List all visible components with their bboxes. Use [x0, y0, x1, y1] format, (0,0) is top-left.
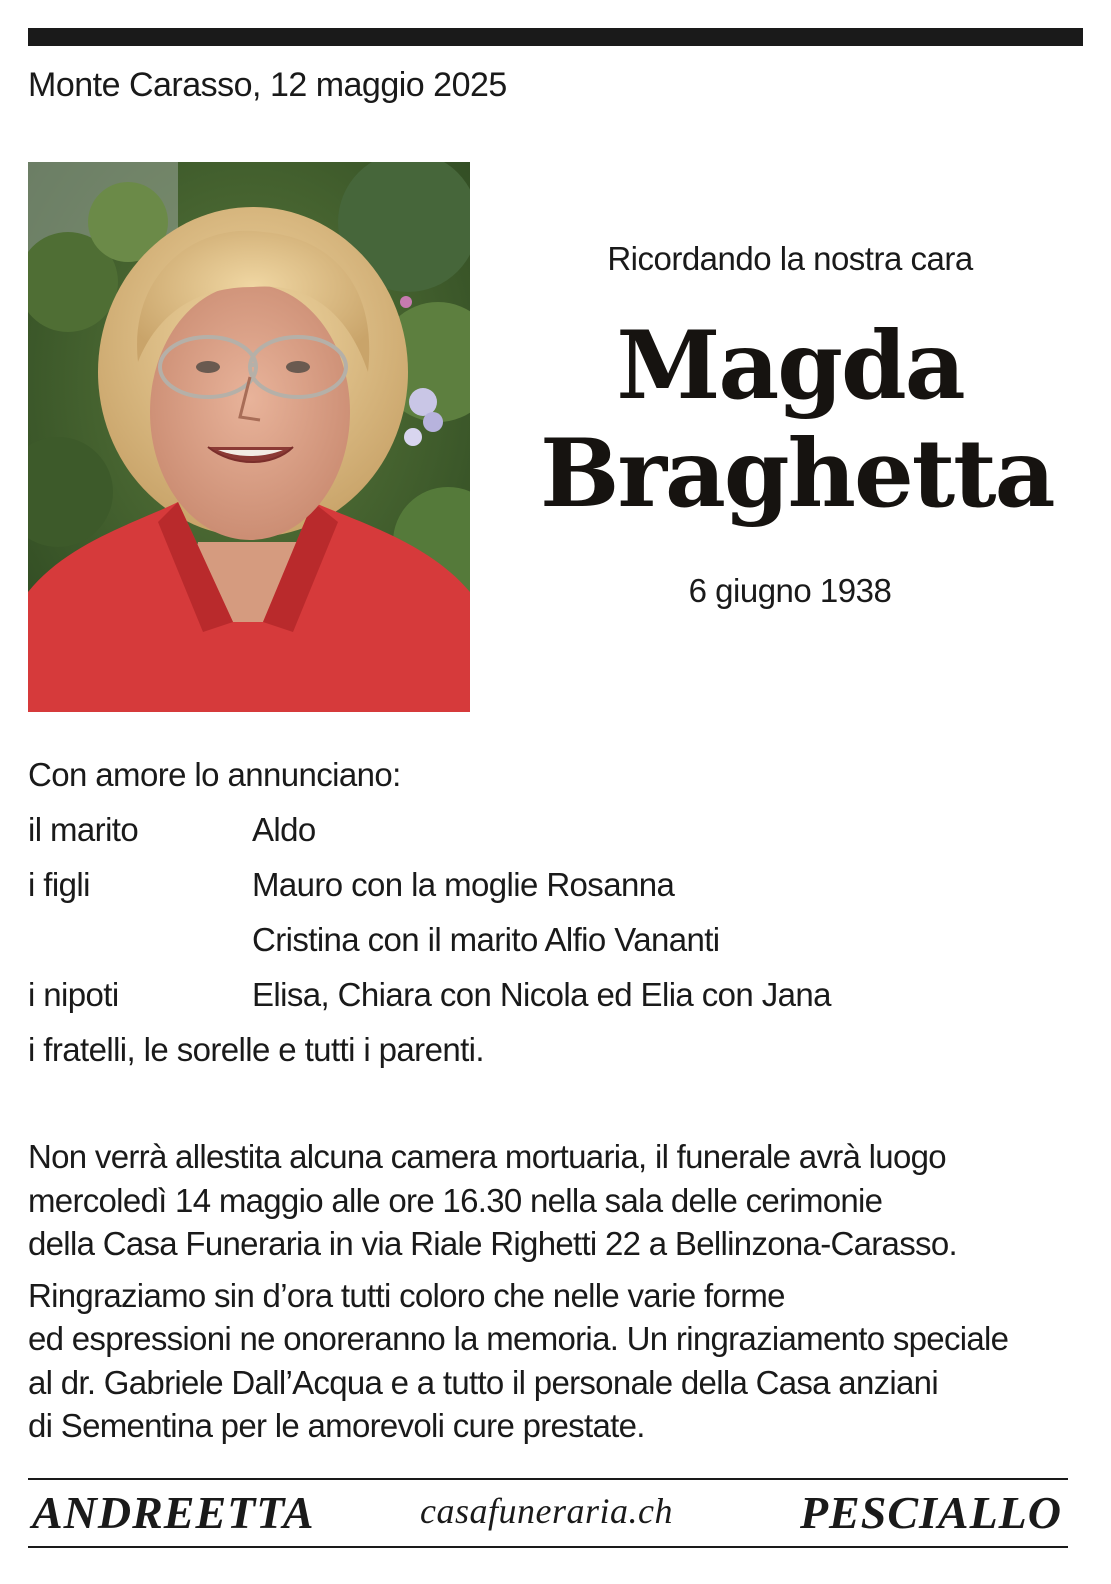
portrait-photo — [28, 162, 470, 712]
last-name: Braghetta — [540, 419, 1054, 529]
footer-rule-bottom — [28, 1546, 1068, 1548]
family-member — [28, 865, 1078, 920]
text-line: di Sementina per le amorevoli cure prestate. — [28, 1407, 645, 1444]
relation — [28, 920, 252, 975]
family-closing — [28, 1030, 1078, 1085]
funeral-home-footer — [28, 1484, 1068, 1542]
relation: i figli — [28, 866, 90, 903]
text-line: mercoledì 14 maggio alle ore 16.30 nella sala delle cerimonie — [28, 1181, 883, 1219]
relation: il marito — [28, 811, 139, 848]
funeral-paragraph — [28, 1135, 1088, 1266]
announcement-text: Con amore lo annunciano: — [28, 756, 401, 793]
member-names: Mauro con la moglie Rosanna — [252, 866, 675, 903]
thanks-paragraph — [28, 1274, 1088, 1448]
top-rule — [28, 28, 1083, 46]
intro-text: Ricordando la nostra cara — [607, 240, 973, 277]
birth-date: 6 giugno 1938 — [688, 572, 892, 609]
funeral-notice — [28, 1135, 1088, 1456]
member-names: Elisa, Chiara con Nicola ed Elia con Jana — [252, 976, 831, 1013]
obituary-heading — [540, 240, 1054, 610]
text-line: Ringraziamo sin d’ora tutti coloro che nelle varie forme — [28, 1276, 785, 1314]
text-line: Non verrà allestita alcuna camera mortuaria, il funerale avrà luogo — [28, 1138, 946, 1175]
closing-text: i fratelli, le sorelle e tutti i parenti. — [28, 1031, 484, 1068]
funeral-home-pesciallo: PESCIALLO — [799, 1487, 1062, 1538]
first-name: Magda — [616, 311, 964, 421]
family-member — [28, 975, 1078, 1030]
family-member — [28, 810, 1078, 865]
text-line: ed espressioni ne onoreranno la memoria. Un ringraziamento speciale — [28, 1320, 1009, 1357]
family-member — [28, 920, 1078, 975]
deceased-name — [540, 311, 1054, 529]
member-names: Aldo — [252, 811, 316, 848]
place-date: Monte Carasso, 12 maggio 2025 — [28, 66, 507, 104]
member-names: Cristina con il marito Alfio Vananti — [252, 921, 720, 958]
text-line: al dr. Gabriele Dall’Acqua e a tutto il personale della Casa anziani — [28, 1363, 938, 1401]
funeral-home-andreetta: ANDREETTA — [32, 1487, 315, 1538]
announcement — [28, 755, 1078, 810]
footer-rule-top — [28, 1478, 1068, 1480]
relation: i nipoti — [28, 976, 119, 1013]
funeral-home-website[interactable]: casafuneraria.ch — [420, 1491, 673, 1531]
family-list — [28, 755, 1078, 1085]
text-line: della Casa Funeraria in via Riale Righetti 22 a Bellinzona-Carasso. — [28, 1225, 957, 1262]
